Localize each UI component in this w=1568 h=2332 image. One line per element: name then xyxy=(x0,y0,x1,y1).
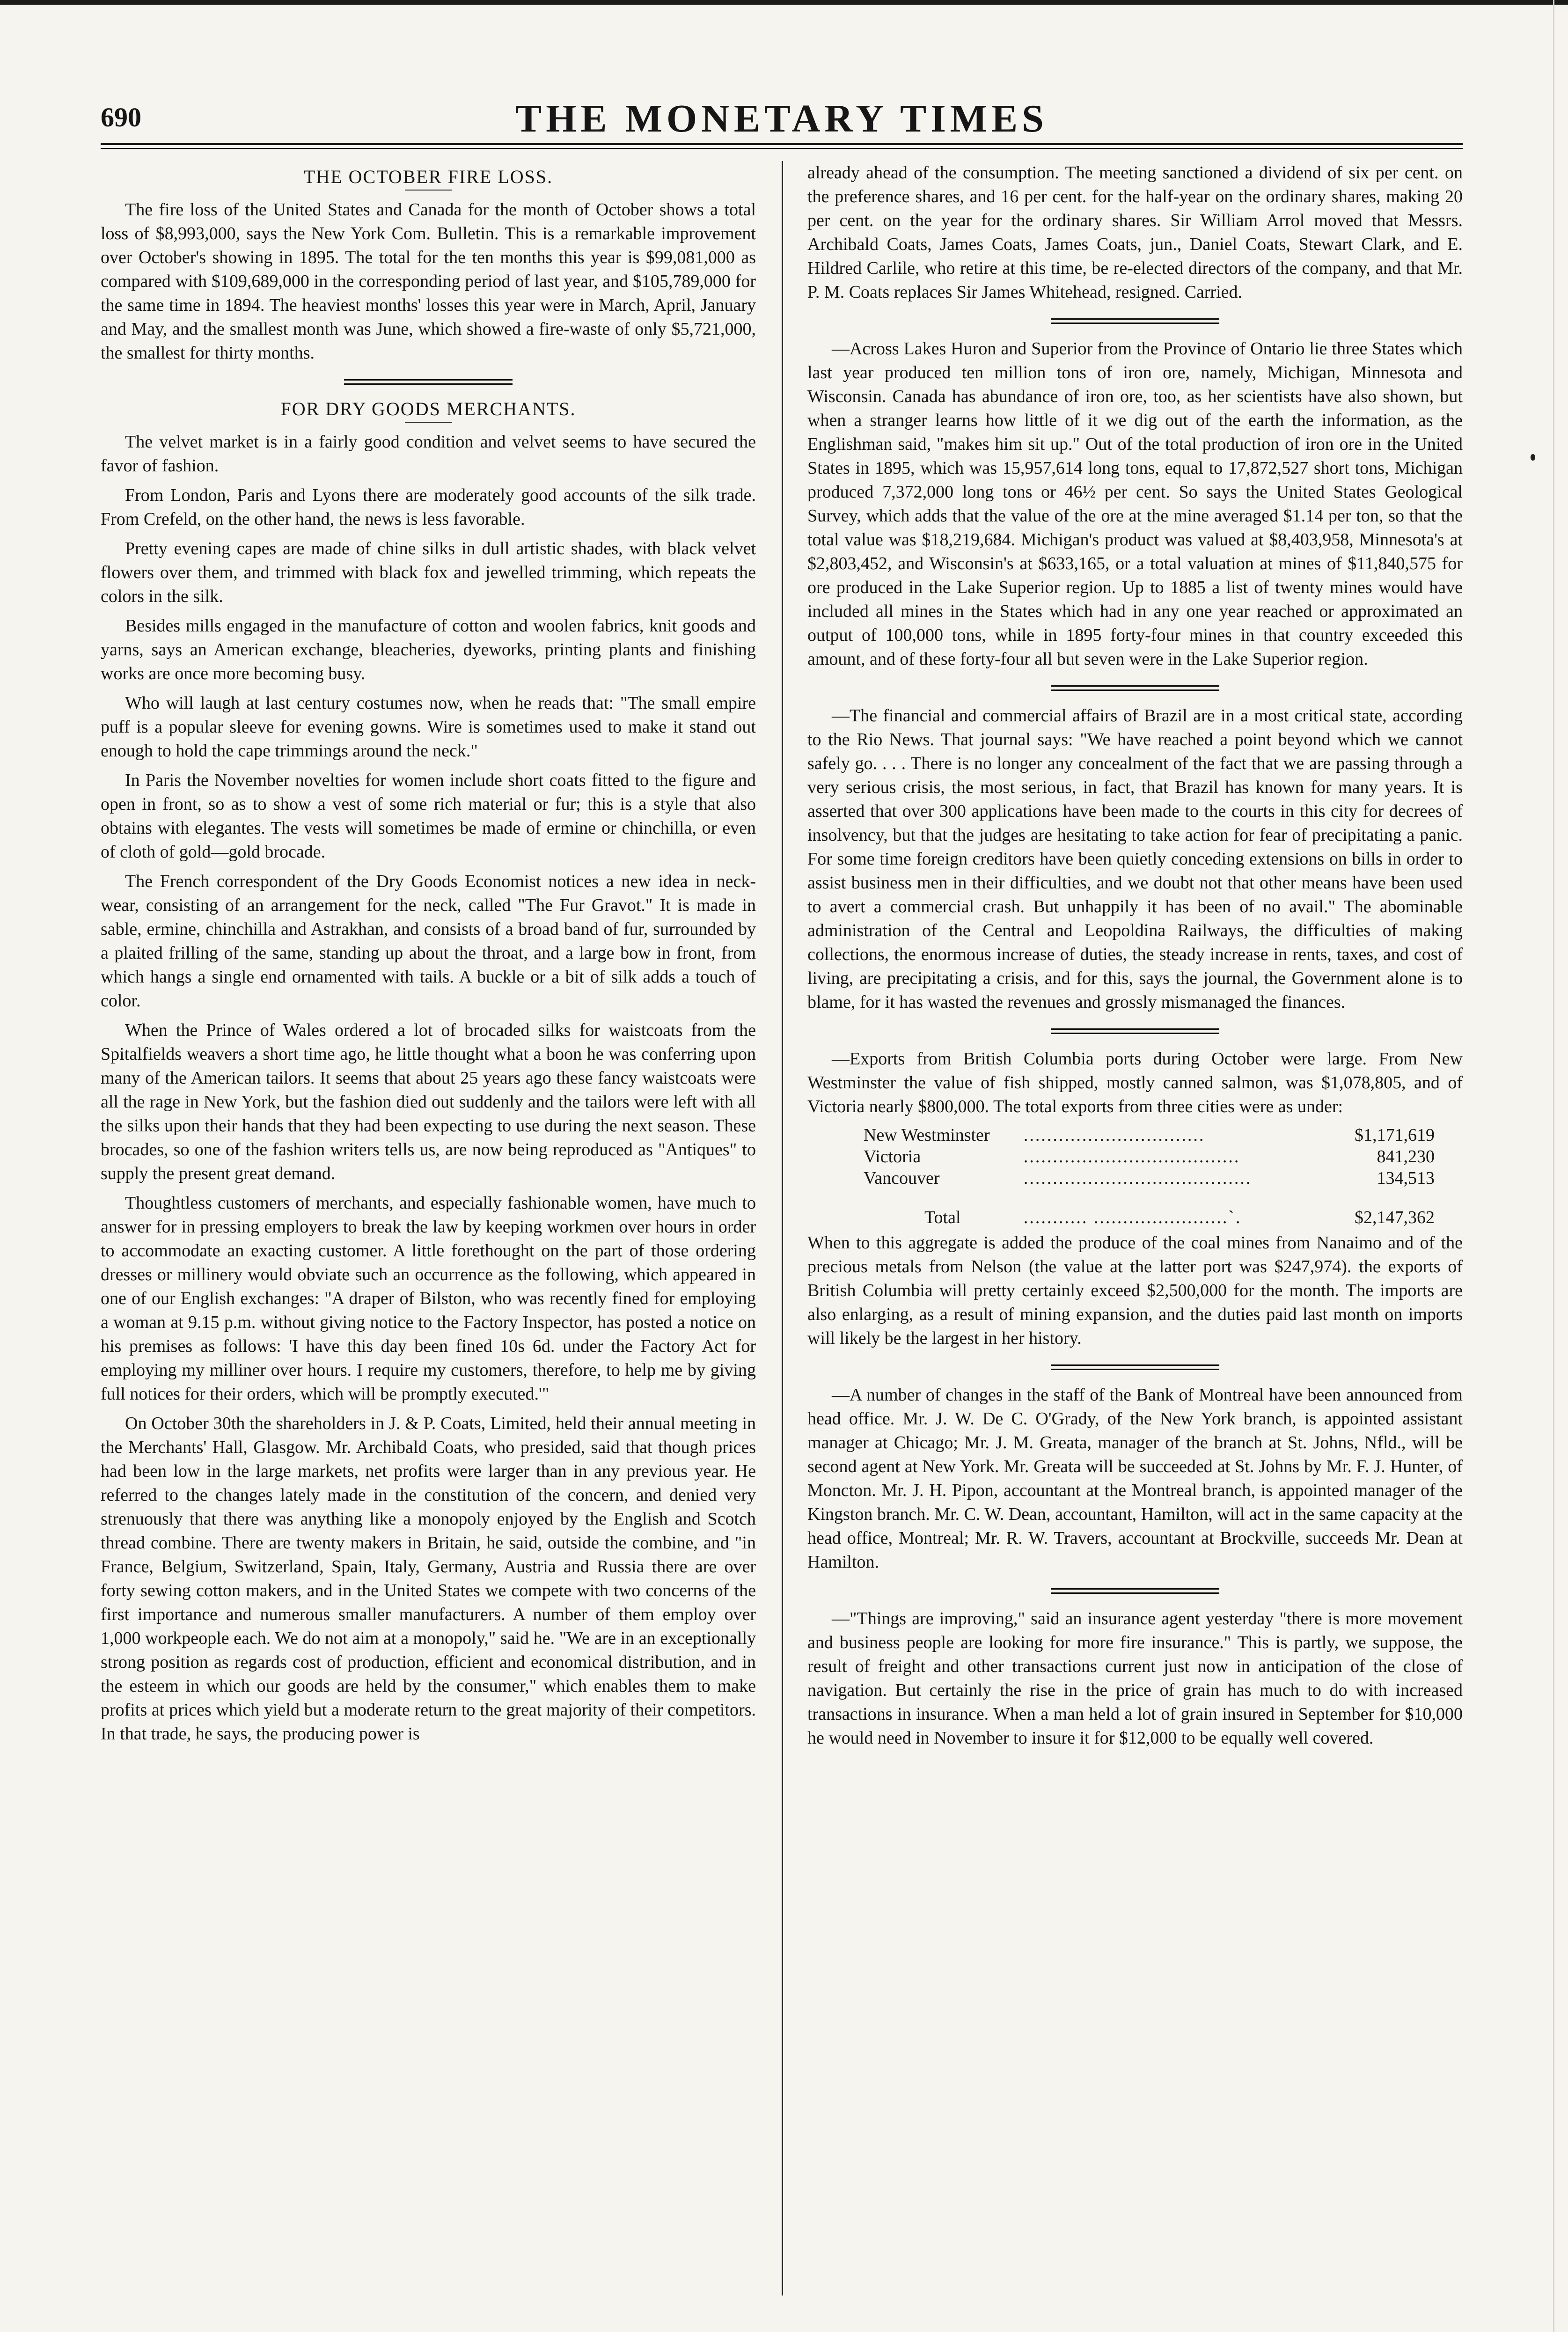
dry-goods-paragraph: Who will laugh at last century costumes now, when he reads that: "The small empire puff is a popular sleeve for evening gowns. Wire is sometimes used to make it stand out enough to hold the cape trimmings around the neck." xyxy=(101,693,756,761)
dry-goods-paragraph: The velvet market is in a fairly good condition and velvet seems to have secured the favor of fashion. xyxy=(101,432,756,476)
british-columbia-paragraph: —Exports from British Columbia ports during October were large. From New Westminster the value of fish shipped, mostly canned salmon, was $1,078,805, and of Victoria nearly $800,000. The total exports from three cities were as under: xyxy=(807,1049,1463,1116)
leader-dots: ..................................... xyxy=(1023,1147,1240,1166)
export-city: New Westminster xyxy=(864,1125,990,1145)
page-number: 690 xyxy=(101,102,141,132)
right-column xyxy=(807,161,1463,1756)
total-value: $2,147,362 xyxy=(1355,1208,1435,1227)
section-separator xyxy=(1051,685,1219,691)
dry-goods-paragraph: From London, Paris and Lyons there are moderately good accounts of the silk trade. From Crefeld, on the other hand, the news is less favorable. xyxy=(101,485,756,529)
total-label: Total xyxy=(924,1208,961,1227)
dry-goods-paragraph: The French correspondent of the Dry Goods Economist notices a new idea in neck-wear, consisting of an arrangement for the neck, called "The Fur Gravot." It is made in sable, ermine, chinchilla and Astrakhan, and consists of a broad band of fur, surrounded by a plaited frilling of the same, standing up about the throat, and a large bow in front, from which hangs a single end ornamented with tails. A buckle or a bit of silk adds a touch of color. xyxy=(101,872,756,1011)
coats-meeting-continued: already ahead of the consumption. The meeting sanctioned a dividend of six per cent. on the preference shares, and 16 per cent. for the half-year on the ordinary shares, making 20 per cent. on the year for the ordinary shares. Sir William Arrol moved that Messrs. Archibald Coats, James Coats, James Coats, jun., Daniel Coats, Stewart Clark, and E. Hildred Carlile, who retire at this time, be re-elected directors of the company, and that Mr. P. M. Coats replaces Sir James Whitehead, resigned. Carried. xyxy=(807,163,1463,302)
margin-mark xyxy=(1531,454,1535,461)
heading-rule xyxy=(405,190,452,191)
section-separator xyxy=(1051,1028,1219,1034)
column-divider xyxy=(782,161,783,2295)
coats-meeting-paragraph: On October 30th the shareholders in J. & P. Coats, Limited, held their annual meeting in the Merchants' Hall, Glasgow. Mr. Archibald Coats, who presided, said that though prices had been low in the large markets, net profits were larger than in any previous year. He referred to the changes lately made in the constitution of the concern, and denied very strenuously that there was anything like a monopoly enjoyed by the English and Scotch thread combine. There are twenty makers in Britain, he said, outside the combine, and "in France, Belgium, Switzerland, Spain, Italy, Germany, Austria and Russia there are over forty sewing cotton makers, and in the United States we compete with two concerns of the first importance and numerous smaller manufacturers. A number of them employ over 1,000 workpeople each. We do not aim at a monopoly," said he. "We are in an exceptionally strong position as regards cost of production, efficient and economical distribution, and in the esteem in which our goods are held by the consumer," which enables them to make profits at prices which yield but a moderate return to the great majority of their competitors. In that trade, he says, the producing power is xyxy=(101,1414,756,1744)
header-rule xyxy=(101,143,1463,145)
leader-dots: ........... .......................`. xyxy=(1023,1208,1242,1227)
export-value: 841,230 xyxy=(1377,1147,1435,1166)
table-row xyxy=(864,1167,1435,1189)
insurance-paragraph: —"Things are improving," said an insurance agent yesterday "there is more movement and business people are looking for more fire insurance." This is partly, we suppose, the result of freight and other transactions current just now in anticipation of the close of navigation. But certainly the rise in the price of grain has much to do with increased transactions in insurance. When a man held a lot of grain insured in September for $10,000 he would need in November to insure it for $12,000 to be equally well covered. xyxy=(807,1609,1463,1748)
exports-table xyxy=(864,1124,1435,1228)
page-edge xyxy=(1553,0,1554,2332)
section-separator xyxy=(1051,318,1219,324)
dry-goods-paragraph: Pretty evening capes are made of chine silks in dull artistic shades, with black velvet flowers over them, and trimmed with black fox and jewelled trimming, which repeats the colors in the silk. xyxy=(101,539,756,606)
export-value: 134,513 xyxy=(1377,1168,1435,1188)
dry-goods-paragraph: When the Prince of Wales ordered a lot of brocaded silks for waistcoats from the Spitalfields weavers a short time ago, he little thought what a boon he was conferring upon many of the American tailors. It seems that about 25 years ago these fancy waistcoats were all the rage in New York, but the fashion died out suddenly and the tailors were left with all the silks upon their hands that they had been expecting to use during the next season. These brocades, so one of the fashion writers tells us, are now being reproduced as "Antiques" to supply the present great demand. xyxy=(101,1020,756,1183)
bank-of-montreal-paragraph: —A number of changes in the staff of the Bank of Montreal have been announced from head office. Mr. J. W. De C. O'Grady, of the New York branch, is appointed assistant manager at Chicago; Mr. J. M. Greata, manager of the branch at St. Johns, Nfld., will be second agent at New York. Mr. Greata will be succeeded at St. Johns by Mr. F. J. Hunter, of Moncton. Mr. J. H. Pipon, accountant at the Montreal branch, is appointed manager of the Kingston branch. Mr. C. W. Dean, accountant, Hamilton, will act in the same capacity at the head office, Montreal; Mr. R. W. Travers, accountant at Brockville, succeeds Mr. Dean at Hamilton. xyxy=(807,1385,1463,1572)
dry-goods-paragraph: Besides mills engaged in the manufacture of cotton and woolen fabrics, knit goods and yarns, says an American exchange, bleacheries, dyeworks, printing plants and finishing works are once more becoming busy. xyxy=(101,616,756,683)
columns xyxy=(101,161,1463,2295)
section-separator xyxy=(1051,1364,1219,1370)
top-border xyxy=(0,0,1568,5)
masthead xyxy=(101,96,1463,138)
fire-loss-heading: THE OCTOBER FIRE LOSS. xyxy=(303,166,553,187)
left-column xyxy=(101,161,756,1752)
leader-dots: ............................... xyxy=(1023,1125,1205,1145)
dry-goods-paragraph: Thoughtless customers of merchants, and especially fashionable women, have much to answer for in pressing employers to break the law by keeping workmen over hours in order to accommodate an exacting customer. A little forethought on the part of those ordering dresses or millinery would obviate such an occurrence as the following, which appeared in one of our English exchanges: "A draper of Bilston, who was recently fined for employing a woman at 9.15 p.m. without giving notice to the Factory Inspector, has posted a notice on his premises as follows: 'I have this day been fined 10s 6d. under the Factory Act for employing my milliner over hours. I require my customers, therefore, to help me by giving full notices for their orders, which will be promptly executed.'" xyxy=(101,1193,756,1404)
table-row xyxy=(864,1146,1435,1167)
section-separator xyxy=(344,379,513,385)
export-city: Vancouver xyxy=(864,1168,940,1188)
export-city: Victoria xyxy=(864,1147,921,1166)
header-rule-thin xyxy=(101,148,1463,149)
brazil-paragraph: —The financial and commercial affairs of Brazil are in a most critical state, according to the Rio News. That journal says: "We have reached a point beyond which we cannot safely go. . . . There is no longer any concealment of the fact that we are passing through a very serious crisis, the most serious, in fact, that Brazil has known for many years. It is asserted that over 300 applications have been made to the courts in this city for decrees of insolvency, but that the judges are hesitating to take action for fear of precipitating a panic. For some time foreign creditors have been quietly conceding extensions on bills in order to assist business men in their difficulties, and we doubt not that other means have been used to avert a commercial crash. But unhappily it has been of no avail." The abominable administration of the Central and Leopoldina Railways, the difficulties of making collections, the enormous increase of duties, the steady increase in rents, taxes, and cost of living, are precipitating a crisis, and for this, says the journal, the Government alone is to blame, for it has wasted the revenues and grossly mismanaged the finances. xyxy=(807,706,1463,1012)
iron-ore-paragraph: —Across Lakes Huron and Superior from the Province of Ontario lie three States which last year produced ten million tons of iron ore, namely, Michigan, Minnesota and Wisconsin. Canada has abundance of iron ore, too, as her scientists have also shown, but when a stranger learns how little of it we dig out of the earth the information, as the Englishman said, "makes him sit up." Out of the total production of iron ore in the United States in 1895, which was 15,957,614 long tons, equal to 17,872,527 short tons, Michigan produced 7,372,000 long tons or 46½ per cent. So says the United States Geological Survey, which adds that the value of the ore at the mine averaged $1.14 per ton, so that the total value was $18,219,684. Michigan's product was valued at $8,403,958, Minnesota's at $2,803,452, and Wisconsin's at $633,165, or a total valuation at mines of $11,840,575 for ore produced in the Lake Superior region. Up to 1885 a list of twenty mines would have included all mines in the States which had in any one year reached or approximated an output of 100,000 tons, while in 1895 forty-four mines in that country exceeded this amount, and of these forty-four all but seven were in the Lake Superior region. xyxy=(807,339,1463,669)
dry-goods-heading: FOR DRY GOODS MERCHANTS. xyxy=(280,398,576,419)
page xyxy=(101,96,1463,2295)
heading-rule xyxy=(405,422,452,423)
publication-title: THE MONETARY TIMES xyxy=(515,97,1048,140)
leader-dots: ....................................... xyxy=(1023,1168,1252,1188)
table-row xyxy=(864,1124,1435,1146)
export-value: $1,171,619 xyxy=(1355,1125,1435,1145)
section-separator xyxy=(1051,1588,1219,1594)
table-total-row xyxy=(864,1189,1435,1228)
fire-loss-paragraph: The fire loss of the United States and Canada for the month of October shows a total loss of $8,993,000, says the New York Com. Bulletin. This is a remarkable improvement over October's showing in 1895. The total for the ten months this year is $99,081,000 as compared with $109,689,000 in the corresponding period of last year, and $105,789,000 for the same time in 1894. The heaviest months' losses this year were in March, April, January and May, and the smallest month was June, which showed a fire-waste of only $5,721,000, the smallest for thirty months. xyxy=(101,200,756,363)
dry-goods-paragraph: In Paris the November novelties for women include short coats fitted to the figure and open in front, so as to show a vest of some rich material or fur; this is a style that also obtains with elegantes. The vests will sometimes be made of ermine or chinchilla, or even of cloth of gold—gold brocade. xyxy=(101,770,756,862)
british-columbia-continued: When to this aggregate is added the produce of the coal mines from Nanaimo and of the precious metals from Nelson (the value at the latter port was $247,974). the exports of British Columbia will pretty certainly exceed $2,500,000 for the month. The imports are also enlarging, as a result of mining expansion, and the duties paid last month on imports will likely be the largest in her history. xyxy=(807,1233,1463,1348)
